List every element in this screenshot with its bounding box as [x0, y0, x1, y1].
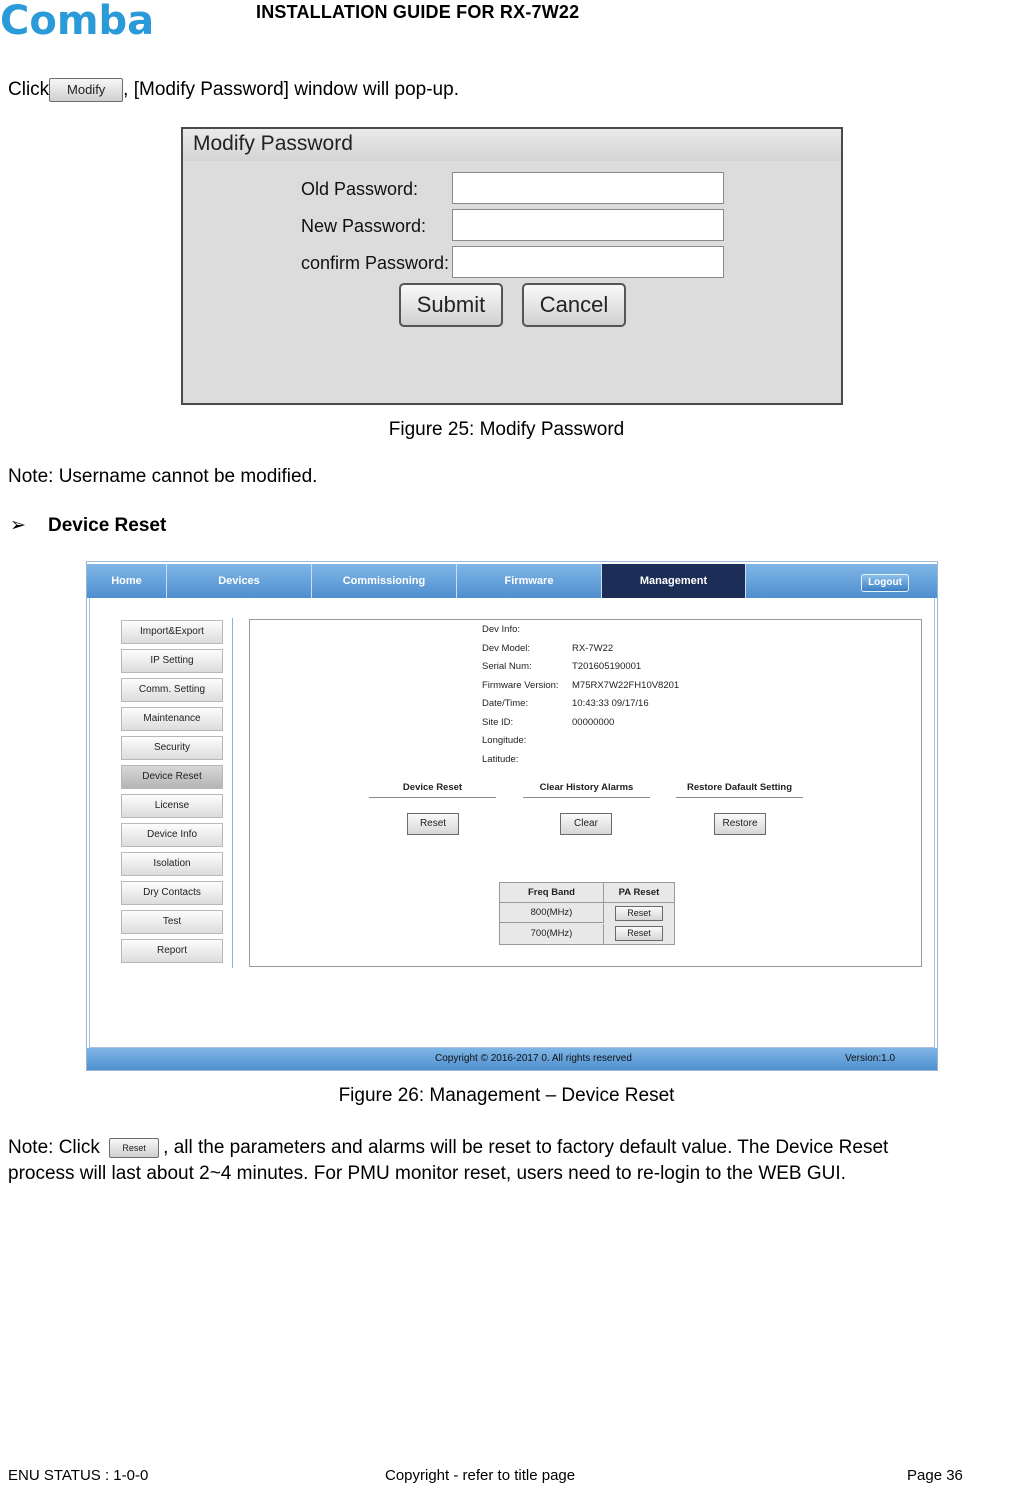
reset-note-line1: , all the parameters and alarms will be reset to factory default value. The Device Reset [163, 1137, 889, 1158]
sidebar-item-test[interactable]: Test [121, 910, 223, 934]
sidebar-item-license[interactable]: License [121, 794, 223, 818]
pa-reset-800-button[interactable]: Reset [615, 906, 663, 921]
tab-firmware[interactable]: Firmware [457, 564, 602, 598]
pa-reset-table [499, 882, 675, 945]
dev-info-heading: Dev Info: [482, 624, 521, 635]
document-title: INSTALLATION GUIDE FOR RX-7W22 [256, 2, 580, 22]
figure-26-caption: Figure 26: Management – Device Reset [338, 1085, 675, 1106]
section-heading [10, 514, 166, 537]
management-version: Version:1.0 [845, 1053, 896, 1064]
sidebar-item-maintenance[interactable]: Maintenance [121, 707, 223, 731]
sidebar-item-security[interactable]: Security [121, 736, 223, 760]
device-reset-panel [249, 619, 922, 967]
confirm-password-label: confirm Password: [301, 253, 450, 273]
username-note: Note: Username cannot be modified. [8, 466, 318, 487]
new-password-label: New Password: [301, 216, 427, 236]
intro-rest-text: , [Modify Password] window will pop-up. [123, 79, 459, 100]
sidebar-item-device-reset[interactable]: Device Reset [121, 765, 223, 789]
new-password-input[interactable] [452, 209, 724, 241]
sidebar-item-dry-contacts[interactable]: Dry Contacts [121, 881, 223, 905]
pa-reset-header: PA Reset [604, 883, 674, 903]
intro-paragraph [8, 77, 459, 103]
submit-button[interactable]: Submit [399, 283, 503, 327]
management-copyright: Copyright © 2016-2017 0. All rights reserved [435, 1053, 632, 1064]
tab-commissioning[interactable]: Commissioning [312, 564, 457, 598]
device-reset-heading: Device Reset [369, 782, 496, 798]
restore-button[interactable]: Restore [714, 813, 766, 835]
modify-button-image: Modify [49, 78, 123, 102]
restore-default-heading: Restore Dafault Setting [676, 782, 803, 798]
sidebar-menu [117, 618, 233, 968]
longitude-label: Longitude: [482, 735, 527, 746]
firmware-version-value: M75RX7W22FH10V8201 [572, 680, 680, 691]
intro-click-word: Click [8, 79, 50, 100]
device-reset-button[interactable]: Reset [407, 813, 459, 835]
old-password-input[interactable] [452, 172, 724, 204]
sidebar-item-ip-setting[interactable]: IP Setting [121, 649, 223, 673]
reset-note-prefix: Note: Click [8, 1137, 106, 1158]
sidebar-item-device-info[interactable]: Device Info [121, 823, 223, 847]
figure-25-caption: Figure 25: Modify Password [388, 419, 625, 440]
footer-copyright: Copyright - refer to title page [385, 1467, 576, 1484]
pa-reset-700-button[interactable]: Reset [615, 926, 663, 941]
serial-num-label: Serial Num: [482, 661, 532, 672]
cancel-button[interactable]: Cancel [522, 283, 626, 327]
arrow-bullet-icon: ➢ [10, 515, 26, 536]
logout-button[interactable]: Logout [861, 574, 909, 592]
freq-band-header: Freq Band [500, 883, 604, 903]
freq-band-800: 800(MHz) [500, 903, 604, 923]
site-id-value: 00000000 [572, 717, 615, 728]
old-password-label: Old Password: [301, 179, 419, 199]
confirm-password-input[interactable] [452, 246, 724, 278]
dev-model-value: RX-7W22 [572, 643, 614, 654]
freq-band-700: 700(MHz) [500, 924, 604, 944]
reset-note-paragraph [8, 1135, 1013, 1161]
footer-page-number: Page 36 [907, 1467, 963, 1484]
date-time-value: 10:43:33 09/17/16 [572, 698, 649, 709]
firmware-version-label: Firmware Version: [482, 680, 559, 691]
clear-alarms-heading: Clear History Alarms [523, 782, 650, 798]
comba-logo [0, 0, 182, 40]
footer-status: ENU STATUS : 1-0-0 [8, 1467, 149, 1484]
sidebar-item-report[interactable]: Report [121, 939, 223, 963]
top-nav-bar [87, 564, 938, 598]
dev-model-label: Dev Model: [482, 643, 531, 654]
clear-alarms-button[interactable]: Clear [560, 813, 612, 835]
site-id-label: Site ID: [482, 717, 514, 728]
tab-home[interactable]: Home [87, 564, 167, 598]
sidebar-item-comm-setting[interactable]: Comm. Setting [121, 678, 223, 702]
tab-devices[interactable]: Devices [167, 564, 312, 598]
reset-button-image: Reset [109, 1138, 159, 1158]
serial-num-value: T201605190001 [572, 661, 642, 672]
date-time-label: Date/Time: [482, 698, 529, 709]
dialog-title: Modify Password [183, 129, 841, 161]
tab-management[interactable]: Management [602, 564, 746, 598]
management-screenshot [86, 561, 938, 1071]
modify-password-dialog [181, 127, 843, 405]
sidebar-item-import-export[interactable]: Import&Export [121, 620, 223, 644]
section-heading-text: Device Reset [48, 515, 167, 536]
latitude-label: Latitude: [482, 754, 519, 765]
reset-note-line2: process will last about 2~4 minutes. For PMU monitor reset, users need to re-login to the WEB GUI. [8, 1163, 846, 1184]
sidebar-item-isolation[interactable]: Isolation [121, 852, 223, 876]
svg-text:Comba: Comba [0, 0, 155, 40]
management-footer [87, 1048, 938, 1070]
